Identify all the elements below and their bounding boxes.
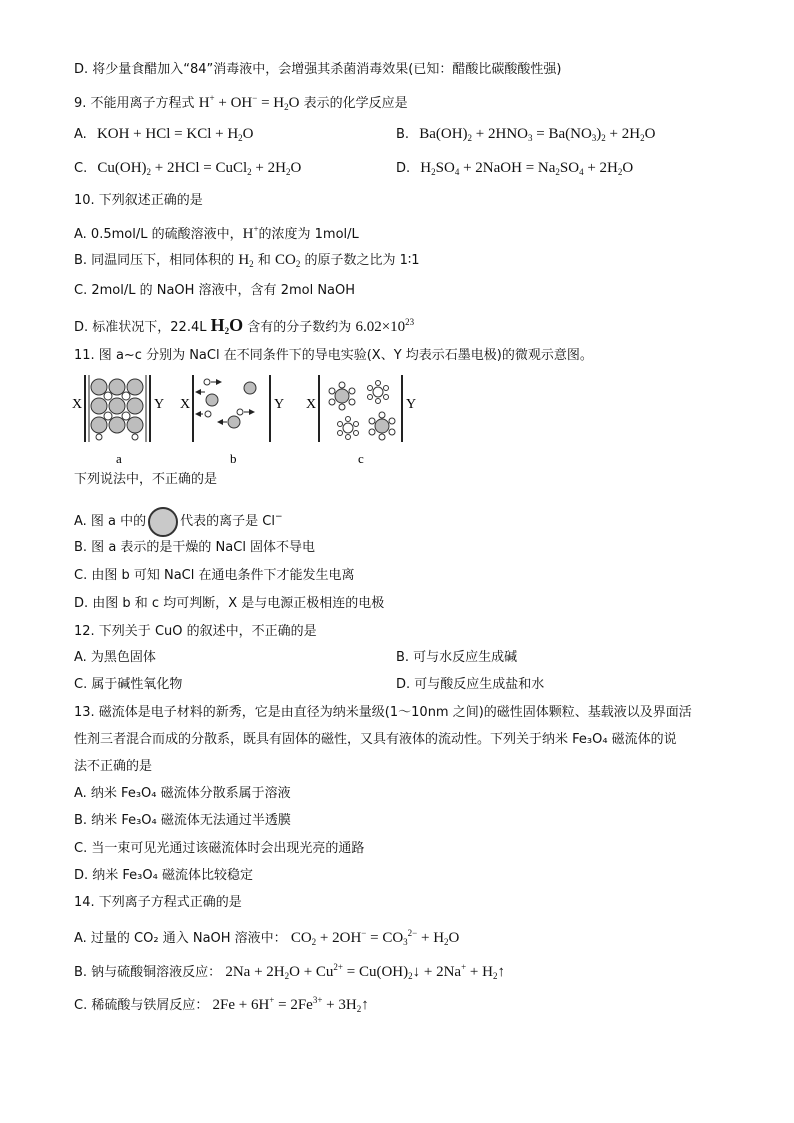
- q14-b-equation: $2Na + 2H_2O + Cu^{2+}$ = $Cu(OH)_2↓ + 2Na^+$ + $H_2↑$: [225, 962, 505, 981]
- q13-stem-line3: 法不正确的是: [74, 759, 153, 774]
- fig-b-caption: b: [230, 451, 237, 466]
- q11-a-pre: A. 图 a 中的: [74, 514, 147, 529]
- q9-c-label: C.: [74, 161, 88, 176]
- q9-stem: [74, 88, 408, 117]
- figure-a: [72, 375, 164, 466]
- q14-c-pre: C. 稀硫酸与铁屑反应：: [74, 998, 209, 1013]
- fig-c-y-label: Y: [406, 397, 417, 412]
- q13-option-d: D. 纳米 Fe₃O₄ 磁流体比较稳定: [74, 868, 253, 883]
- q14-option-b: [74, 957, 505, 986]
- fig-b-ions: [196, 379, 256, 428]
- q14-stem: 14. 下列离子方程式正确的是: [74, 895, 242, 910]
- q9-d-equation: $H_2SO_4$ + 2NaOH = $Na_2SO_4 + 2H_2O$: [420, 160, 634, 177]
- q10-option-a: [74, 219, 359, 245]
- q10-d-post: 含有的分子数约为: [247, 320, 352, 335]
- q10-b-post: 的原子数之比为 1∶1: [304, 253, 420, 268]
- figure-c: [306, 375, 416, 466]
- q9-stem-post: 表示的化学反应是: [303, 96, 408, 111]
- q10-b-h2: $H_2$: [238, 252, 254, 269]
- fig-c-hydrated-ions: [329, 381, 395, 441]
- q9-option-d: [396, 158, 633, 182]
- fig-a-crystal: [91, 379, 143, 433]
- q11-option-d: D. 由图 b 和 c 均可判断，X 是与电源正极相连的电极: [74, 596, 385, 611]
- fig-c-x-label: X: [306, 397, 317, 412]
- q9-a-label: A.: [74, 127, 87, 142]
- q10-b-co2: $CO_2$: [274, 252, 301, 269]
- q10-b-mid: 和: [257, 253, 271, 268]
- q11-a-post: 代表的离子是 Cl: [180, 514, 275, 529]
- q9-b-equation: $Ba(OH)_2 + 2HNO_3 = Ba(NO_3)_2 + 2H_2O$: [419, 126, 656, 143]
- q10-stem: 10. 下列叙述正确的是: [74, 193, 203, 208]
- q12-stem: 12. 下列关于 CuO 的叙述中，不正确的是: [74, 624, 317, 639]
- q11-figure: [72, 370, 432, 468]
- q9-stem-pre: 9. 不能用离子方程式: [74, 96, 195, 111]
- q12-option-c: C. 属于碱性氧化物: [74, 677, 183, 692]
- fig-c-caption: c: [358, 451, 364, 466]
- q10-a-ion: H+: [242, 224, 259, 242]
- fig-a-y-label: Y: [154, 397, 165, 412]
- q14-option-c: [74, 990, 369, 1019]
- fig-b-x-label: X: [180, 397, 191, 412]
- q9-d-label: D.: [396, 161, 411, 176]
- q13-stem-line2: 性剂三者混合而成的分散系，既具有固体的磁性，又具有液体的流动性。下列关于纳米 Fe₃O₄ 磁流体的说: [74, 732, 677, 747]
- q12-option-d: D. 可与酸反应生成盐和水: [396, 677, 545, 692]
- ion-circle-icon: [148, 507, 178, 537]
- q10-option-c: C. 2mol/L 的 NaOH 溶液中，含有 2mol NaOH: [74, 283, 356, 298]
- q11-option-c: C. 由图 b 可知 NaCl 在通电条件下才能发生电离: [74, 568, 355, 583]
- q10-b-pre: B. 同温同压下，相同体积的: [74, 253, 235, 268]
- fig-a-caption: a: [116, 451, 122, 466]
- q11-option-b: B. 图 a 表示的是干燥的 NaCl 固体不导电: [74, 540, 316, 555]
- q9-option-a: [74, 124, 254, 148]
- q11-option-a: A. 图 a 中的 代表的离子是 Cl−: [74, 503, 283, 537]
- q12-option-b: B. 可与水反应生成碱: [396, 650, 518, 665]
- q10-option-d: [74, 312, 414, 341]
- q14-c-equation: $2Fe + 6H^+ = 2Fe^{3+}$ + $3H_2↑$: [212, 995, 369, 1014]
- fig-a-x-label: X: [72, 397, 83, 412]
- q9-c-equation: $Cu(OH)_2 + 2HCl$ = CuCl$_2$ + $2H_2O$: [97, 160, 302, 177]
- q14-option-a: [74, 923, 459, 952]
- q12-option-a: A. 为黑色固体: [74, 650, 156, 665]
- q10-d-h2o: $H_2O$: [210, 315, 244, 336]
- q14-b-pre: B. 钠与硫酸铜溶液反应：: [74, 965, 222, 980]
- q10-d-number: $6.02\times 10^{23}$: [355, 317, 415, 335]
- q9-option-c: [74, 158, 301, 182]
- q13-option-a: A. 纳米 Fe₃O₄ 磁流体分散系属于溶液: [74, 786, 291, 801]
- q10-a-post: 的浓度为 1mol/L: [258, 227, 359, 242]
- q10-d-pre: D. 标准状况下，22.4L: [74, 320, 207, 335]
- q13-option-b: B. 纳米 Fe₃O₄ 磁流体无法通过半透膜: [74, 813, 291, 828]
- q11-sub-stem: 下列说法中，不正确的是: [74, 472, 218, 487]
- q9-b-label: B.: [396, 127, 410, 142]
- q13-stem-line1: 13. 磁流体是电子材料的新秀，它是由直径为纳米量级(1～10nm 之间)的磁性固体颗粒、基载液以及界面活: [74, 705, 692, 720]
- q8-option-d: D. 将少量食醋加入“84”消毒液中，会增强其杀菌消毒效果(已知：醋酸比碳酸酸性强): [74, 62, 562, 77]
- q10-option-b: [74, 250, 420, 274]
- q9-equation: $H^+ + OH^- = H_2O$: [198, 93, 300, 112]
- fig-b-y-label: Y: [274, 397, 285, 412]
- q14-a-pre: A. 过量的 CO₂ 通入 NaOH 溶液中：: [74, 931, 287, 946]
- q11-stem: 11. 图 a~c 分别为 NaCl 在不同条件下的导电实验(X、Y 均表示石墨电极)的微观示意图。: [74, 348, 593, 363]
- q10-a-pre: A. 0.5mol/L 的硫酸溶液中，: [74, 227, 243, 242]
- q14-a-equation: $CO_2 + 2OH^- = CO_3^{2-} + H_2O$: [290, 928, 460, 947]
- q13-option-c: C. 当一束可见光通过该磁流体时会出现光亮的通路: [74, 841, 365, 856]
- figure-b: [180, 375, 284, 466]
- q9-option-b: [396, 124, 655, 148]
- q9-a-equation: KOH + HCl = KCl + $H_2O$: [96, 126, 254, 143]
